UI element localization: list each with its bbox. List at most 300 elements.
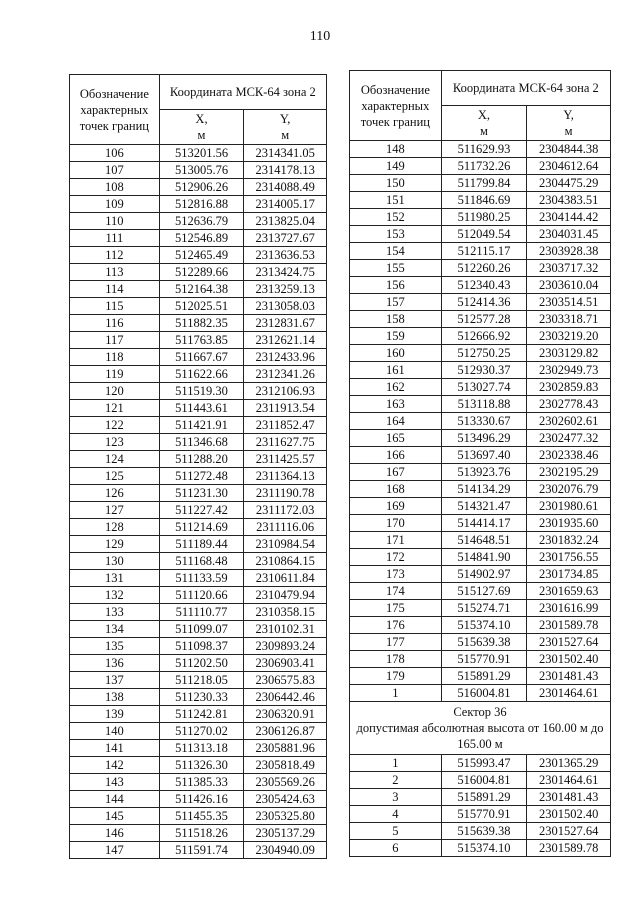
cell-point: 147 — [70, 842, 160, 859]
table-row — [350, 772, 611, 789]
cell-y: 2305325.80 — [244, 808, 327, 825]
table-row — [70, 519, 327, 536]
cell-y: 2303928.38 — [527, 243, 611, 260]
table-row — [70, 366, 327, 383]
table-row — [70, 502, 327, 519]
table-row — [350, 532, 611, 549]
cell-x: 512414.36 — [441, 294, 527, 311]
cell-y: 2311364.13 — [244, 468, 327, 485]
cell-x: 512465.49 — [159, 247, 244, 264]
table-row — [70, 774, 327, 791]
cell-point: 107 — [70, 162, 160, 179]
cell-x: 511242.81 — [159, 706, 244, 723]
cell-x: 511202.50 — [159, 655, 244, 672]
cell-x: 511313.18 — [159, 740, 244, 757]
cell-point: 168 — [350, 481, 442, 498]
cell-point: 175 — [350, 600, 442, 617]
cell-x: 511732.26 — [441, 158, 527, 175]
cell-y: 2312106.93 — [244, 383, 327, 400]
table-row — [350, 583, 611, 600]
cell-y: 2313424.75 — [244, 264, 327, 281]
cell-point: 154 — [350, 243, 442, 260]
cell-y: 2313825.04 — [244, 213, 327, 230]
cell-point: 164 — [350, 413, 442, 430]
sector-header — [350, 702, 611, 755]
cell-x: 511218.05 — [159, 672, 244, 689]
table-row — [70, 570, 327, 587]
cell-y: 2310479.94 — [244, 587, 327, 604]
cell-y: 2303717.32 — [527, 260, 611, 277]
table-row — [70, 145, 327, 162]
cell-point: 133 — [70, 604, 160, 621]
cell-point: 129 — [70, 536, 160, 553]
table-row — [350, 430, 611, 447]
cell-y: 2314005.17 — [244, 196, 327, 213]
cell-x: 511426.16 — [159, 791, 244, 808]
cell-point: 138 — [70, 689, 160, 706]
cell-x: 513330.67 — [441, 413, 527, 430]
cell-y: 2301980.61 — [527, 498, 611, 515]
cell-point: 123 — [70, 434, 160, 451]
cell-x: 511227.42 — [159, 502, 244, 519]
cell-x: 511099.07 — [159, 621, 244, 638]
table-row — [70, 842, 327, 859]
cell-y: 2303514.51 — [527, 294, 611, 311]
cell-point: 145 — [70, 808, 160, 825]
cell-y: 2302778.43 — [527, 396, 611, 413]
cell-point: 114 — [70, 281, 160, 298]
cell-y: 2312433.96 — [244, 349, 327, 366]
cell-y: 2304844.38 — [527, 141, 611, 158]
cell-point: 122 — [70, 417, 160, 434]
cell-x: 511443.61 — [159, 400, 244, 417]
cell-point: 172 — [350, 549, 442, 566]
cell-x: 512577.28 — [441, 311, 527, 328]
header-coordinate: Координата МСК-64 зона 2 — [441, 71, 610, 106]
coordinates-table-left — [69, 74, 327, 859]
cell-y: 2302949.73 — [527, 362, 611, 379]
cell-y: 2301527.64 — [527, 823, 611, 840]
cell-point: 144 — [70, 791, 160, 808]
cell-point: 169 — [350, 498, 442, 515]
cell-x: 515770.91 — [441, 651, 527, 668]
cell-y: 2301502.40 — [527, 651, 611, 668]
cell-point: 137 — [70, 672, 160, 689]
cell-point: 4 — [350, 806, 442, 823]
table-row — [70, 264, 327, 281]
table-row — [350, 141, 611, 158]
header-x: X, м — [441, 106, 527, 141]
cell-point: 171 — [350, 532, 442, 549]
cell-y: 2306126.87 — [244, 723, 327, 740]
cell-point: 149 — [350, 158, 442, 175]
cell-x: 513027.74 — [441, 379, 527, 396]
cell-y: 2302477.32 — [527, 430, 611, 447]
cell-x: 515993.47 — [441, 755, 527, 772]
cell-x: 513496.29 — [441, 430, 527, 447]
table-row — [70, 655, 327, 672]
table-row — [350, 617, 611, 634]
table-row — [350, 464, 611, 481]
table-row — [350, 651, 611, 668]
cell-y: 2305569.26 — [244, 774, 327, 791]
cell-point: 118 — [70, 349, 160, 366]
header-y: Y, м — [244, 110, 327, 145]
table-row — [350, 566, 611, 583]
table-row — [350, 549, 611, 566]
cell-y: 2311627.75 — [244, 434, 327, 451]
cell-x: 511133.59 — [159, 570, 244, 587]
cell-x: 512289.66 — [159, 264, 244, 281]
cell-y: 2301659.63 — [527, 583, 611, 600]
page-number: 110 — [309, 29, 331, 44]
cell-y: 2301589.78 — [527, 617, 611, 634]
table-row — [70, 553, 327, 570]
cell-point: 159 — [350, 328, 442, 345]
cell-y: 2304383.51 — [527, 192, 611, 209]
cell-point: 128 — [70, 519, 160, 536]
cell-y: 2305137.29 — [244, 825, 327, 842]
cell-y: 2303318.71 — [527, 311, 611, 328]
table-row — [350, 755, 611, 772]
cell-point: 165 — [350, 430, 442, 447]
cell-x: 513923.76 — [441, 464, 527, 481]
cell-x: 511326.30 — [159, 757, 244, 774]
cell-point: 5 — [350, 823, 442, 840]
cell-point: 1 — [350, 685, 442, 702]
cell-x: 513118.88 — [441, 396, 527, 413]
table-row — [70, 723, 327, 740]
cell-x: 511591.74 — [159, 842, 244, 859]
cell-point: 139 — [70, 706, 160, 723]
cell-point: 161 — [350, 362, 442, 379]
table-row — [350, 311, 611, 328]
cell-point: 177 — [350, 634, 442, 651]
cell-point: 148 — [350, 141, 442, 158]
cell-x: 515639.38 — [441, 634, 527, 651]
cell-point: 1 — [350, 755, 442, 772]
cell-point: 113 — [70, 264, 160, 281]
table-row — [350, 634, 611, 651]
coordinates-table-right — [349, 70, 611, 857]
cell-y: 2301464.61 — [527, 685, 611, 702]
cell-x: 516004.81 — [441, 685, 527, 702]
cell-x: 511270.02 — [159, 723, 244, 740]
cell-x: 515770.91 — [441, 806, 527, 823]
cell-point: 176 — [350, 617, 442, 634]
table-row — [350, 260, 611, 277]
cell-point: 125 — [70, 468, 160, 485]
cell-point: 121 — [70, 400, 160, 417]
cell-x: 511799.84 — [441, 175, 527, 192]
cell-y: 2305881.96 — [244, 740, 327, 757]
cell-y: 2301481.43 — [527, 668, 611, 685]
header-point: Обозначение характерных точек границ — [350, 71, 442, 141]
cell-y: 2306903.41 — [244, 655, 327, 672]
table-row — [350, 175, 611, 192]
table-row — [350, 789, 611, 806]
header-y: Y, м — [527, 106, 611, 141]
cell-x: 515374.10 — [441, 617, 527, 634]
cell-x: 514841.90 — [441, 549, 527, 566]
cell-y: 2303129.82 — [527, 345, 611, 362]
cell-y: 2304475.29 — [527, 175, 611, 192]
cell-point: 106 — [70, 145, 160, 162]
table-row — [70, 638, 327, 655]
cell-x: 512115.17 — [441, 243, 527, 260]
cell-x: 511846.69 — [441, 192, 527, 209]
cell-x: 511168.48 — [159, 553, 244, 570]
cell-point: 109 — [70, 196, 160, 213]
cell-x: 516004.81 — [441, 772, 527, 789]
cell-point: 152 — [350, 209, 442, 226]
table-row — [350, 345, 611, 362]
cell-x: 513697.40 — [441, 447, 527, 464]
cell-point: 166 — [350, 447, 442, 464]
table-row — [70, 825, 327, 842]
table-row — [70, 281, 327, 298]
cell-x: 513201.56 — [159, 145, 244, 162]
table-row — [350, 396, 611, 413]
table-row — [350, 498, 611, 515]
cell-y: 2304612.64 — [527, 158, 611, 175]
cell-x: 511455.35 — [159, 808, 244, 825]
table-row — [350, 226, 611, 243]
cell-y: 2301527.64 — [527, 634, 611, 651]
cell-y: 2302602.61 — [527, 413, 611, 430]
table-row — [70, 689, 327, 706]
cell-y: 2301481.43 — [527, 789, 611, 806]
cell-point: 130 — [70, 553, 160, 570]
cell-y: 2313058.03 — [244, 298, 327, 315]
table-row — [70, 621, 327, 638]
table-row — [350, 158, 611, 175]
cell-y: 2301589.78 — [527, 840, 611, 857]
cell-point: 143 — [70, 774, 160, 791]
cell-x: 511120.66 — [159, 587, 244, 604]
cell-point: 127 — [70, 502, 160, 519]
cell-x: 511346.68 — [159, 434, 244, 451]
cell-x: 511518.26 — [159, 825, 244, 842]
table-row — [70, 298, 327, 315]
cell-point: 155 — [350, 260, 442, 277]
cell-x: 512049.54 — [441, 226, 527, 243]
cell-x: 511629.93 — [441, 141, 527, 158]
cell-x: 512260.26 — [441, 260, 527, 277]
cell-point: 157 — [350, 294, 442, 311]
cell-y: 2303610.04 — [527, 277, 611, 294]
cell-y: 2301935.60 — [527, 515, 611, 532]
cell-point: 140 — [70, 723, 160, 740]
cell-point: 6 — [350, 840, 442, 857]
table-row — [70, 383, 327, 400]
cell-y: 2311172.03 — [244, 502, 327, 519]
cell-x: 514134.29 — [441, 481, 527, 498]
cell-x: 512546.89 — [159, 230, 244, 247]
cell-point: 108 — [70, 179, 160, 196]
cell-y: 2311425.57 — [244, 451, 327, 468]
cell-y: 2305424.63 — [244, 791, 327, 808]
cell-point: 153 — [350, 226, 442, 243]
table-row — [70, 349, 327, 366]
cell-point: 170 — [350, 515, 442, 532]
table-row — [70, 706, 327, 723]
sector-title: Сектор 36 — [453, 705, 507, 719]
cell-y: 2305818.49 — [244, 757, 327, 774]
cell-x: 511763.85 — [159, 332, 244, 349]
cell-point: 126 — [70, 485, 160, 502]
cell-x: 511231.30 — [159, 485, 244, 502]
sector-subtitle: допустимая абсолютная высота от 160.00 м до 165.00 м — [356, 721, 604, 751]
cell-x: 515374.10 — [441, 840, 527, 857]
cell-point: 179 — [350, 668, 442, 685]
cell-x: 511667.67 — [159, 349, 244, 366]
cell-point: 174 — [350, 583, 442, 600]
cell-point: 110 — [70, 213, 160, 230]
cell-point: 178 — [350, 651, 442, 668]
cell-x: 514902.97 — [441, 566, 527, 583]
cell-point: 150 — [350, 175, 442, 192]
table-row — [350, 668, 611, 685]
cell-y: 2310611.84 — [244, 570, 327, 587]
table-row — [350, 209, 611, 226]
cell-y: 2304144.42 — [527, 209, 611, 226]
cell-x: 512750.25 — [441, 345, 527, 362]
cell-y: 2313727.67 — [244, 230, 327, 247]
cell-point: 119 — [70, 366, 160, 383]
table-row — [350, 192, 611, 209]
cell-y: 2312621.14 — [244, 332, 327, 349]
table-row — [70, 179, 327, 196]
cell-y: 2304031.45 — [527, 226, 611, 243]
table-row — [70, 485, 327, 502]
cell-x: 514648.51 — [441, 532, 527, 549]
table-row — [350, 840, 611, 857]
cell-y: 2310102.31 — [244, 621, 327, 638]
cell-point: 136 — [70, 655, 160, 672]
table-row — [70, 213, 327, 230]
cell-point: 151 — [350, 192, 442, 209]
table-row — [70, 808, 327, 825]
cell-point: 111 — [70, 230, 160, 247]
header-x: X, м — [159, 110, 244, 145]
table-row — [350, 379, 611, 396]
cell-y: 2302338.46 — [527, 447, 611, 464]
cell-y: 2304940.09 — [244, 842, 327, 859]
table-row — [350, 413, 611, 430]
cell-x: 511385.33 — [159, 774, 244, 791]
cell-x: 511421.91 — [159, 417, 244, 434]
cell-y: 2303219.20 — [527, 328, 611, 345]
table-row — [70, 740, 327, 757]
cell-y: 2313259.13 — [244, 281, 327, 298]
cell-x: 515274.71 — [441, 600, 527, 617]
cell-y: 2311913.54 — [244, 400, 327, 417]
table-row — [70, 196, 327, 213]
cell-x: 511110.77 — [159, 604, 244, 621]
table-row — [70, 247, 327, 264]
cell-x: 512816.88 — [159, 196, 244, 213]
table-row — [350, 806, 611, 823]
cell-x: 515891.29 — [441, 789, 527, 806]
cell-y: 2306442.46 — [244, 689, 327, 706]
cell-y: 2314088.49 — [244, 179, 327, 196]
table-row — [350, 600, 611, 617]
table-row — [70, 791, 327, 808]
cell-y: 2312831.67 — [244, 315, 327, 332]
cell-x: 511272.48 — [159, 468, 244, 485]
cell-x: 511189.44 — [159, 536, 244, 553]
table-row — [350, 277, 611, 294]
cell-x: 512666.92 — [441, 328, 527, 345]
table-row — [70, 451, 327, 468]
cell-y: 2310864.15 — [244, 553, 327, 570]
cell-x: 515891.29 — [441, 668, 527, 685]
cell-point: 134 — [70, 621, 160, 638]
cell-y: 2301464.61 — [527, 772, 611, 789]
cell-x: 514414.17 — [441, 515, 527, 532]
cell-y: 2301756.55 — [527, 549, 611, 566]
cell-point: 116 — [70, 315, 160, 332]
table-row — [70, 672, 327, 689]
table-row — [70, 604, 327, 621]
cell-x: 511288.20 — [159, 451, 244, 468]
cell-x: 512025.51 — [159, 298, 244, 315]
table-row — [350, 515, 611, 532]
cell-y: 2311190.78 — [244, 485, 327, 502]
cell-x: 511980.25 — [441, 209, 527, 226]
cell-y: 2302859.83 — [527, 379, 611, 396]
cell-x: 515127.69 — [441, 583, 527, 600]
cell-point: 141 — [70, 740, 160, 757]
cell-x: 512340.43 — [441, 277, 527, 294]
cell-x: 511214.69 — [159, 519, 244, 536]
table-row — [70, 587, 327, 604]
cell-y: 2302195.29 — [527, 464, 611, 481]
cell-y: 2301832.24 — [527, 532, 611, 549]
cell-x: 512930.37 — [441, 362, 527, 379]
table-row — [350, 328, 611, 345]
cell-y: 2309893.24 — [244, 638, 327, 655]
table-row — [350, 294, 611, 311]
table-row — [350, 447, 611, 464]
cell-y: 2313636.53 — [244, 247, 327, 264]
cell-point: 117 — [70, 332, 160, 349]
cell-y: 2314178.13 — [244, 162, 327, 179]
cell-point: 163 — [350, 396, 442, 413]
table-row — [350, 481, 611, 498]
cell-point: 2 — [350, 772, 442, 789]
cell-x: 511882.35 — [159, 315, 244, 332]
cell-y: 2301616.99 — [527, 600, 611, 617]
cell-point: 160 — [350, 345, 442, 362]
header-coordinate: Координата МСК-64 зона 2 — [159, 75, 326, 110]
cell-point: 132 — [70, 587, 160, 604]
table-row — [70, 757, 327, 774]
cell-point: 173 — [350, 566, 442, 583]
cell-x: 511519.30 — [159, 383, 244, 400]
cell-point: 162 — [350, 379, 442, 396]
table-row — [70, 434, 327, 451]
cell-point: 158 — [350, 311, 442, 328]
cell-x: 512906.26 — [159, 179, 244, 196]
table-row — [70, 536, 327, 553]
cell-x: 512164.38 — [159, 281, 244, 298]
header-point: Обозначение характерных точек границ — [70, 75, 160, 145]
cell-point: 120 — [70, 383, 160, 400]
table-row — [350, 823, 611, 840]
table-row — [350, 685, 611, 702]
